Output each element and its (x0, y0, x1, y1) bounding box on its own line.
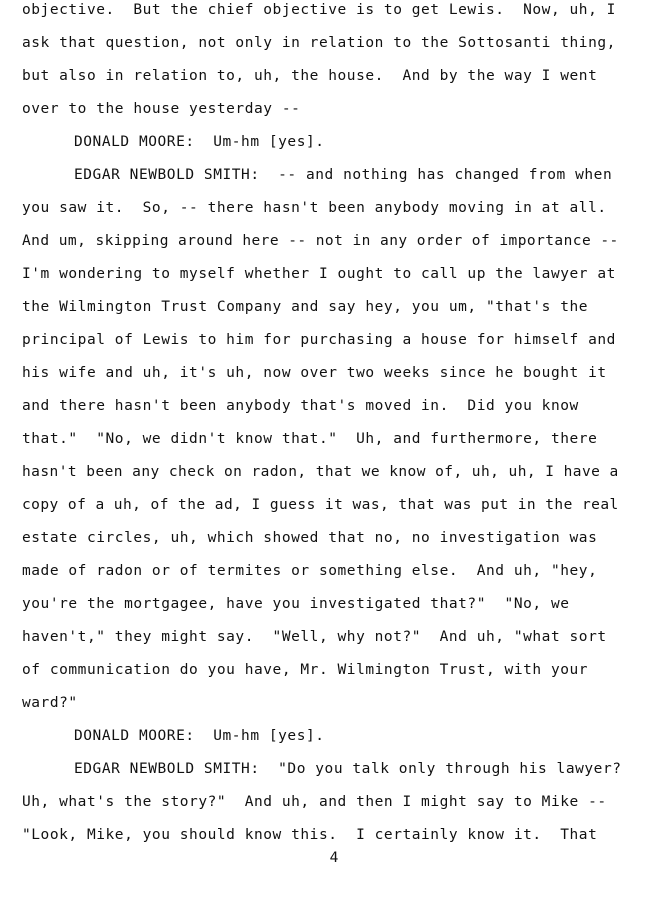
transcript-line: Uh, what's the story?" And uh, and then I might say to Mike -- (22, 794, 607, 810)
transcript-line: "Look, Mike, you should know this. I certainly know it. That (22, 827, 598, 843)
transcript-line: the Wilmington Trust Company and say hey, you um, "that's the (22, 299, 589, 315)
transcript-line: And um, skipping around here -- not in any order of importance -- (22, 233, 619, 249)
transcript-line: estate circles, uh, which showed that no, no investigation was (22, 530, 598, 546)
transcript-line: you saw it. So, -- there hasn't been anybody moving in at all. (22, 200, 607, 216)
speaker-line: EDGAR NEWBOLD SMITH: "Do you talk only through his lawyer? (74, 761, 622, 777)
transcript-line: I'm wondering to myself whether I ought to call up the lawyer at (22, 266, 616, 282)
transcript-line: hasn't been any check on radon, that we know of, uh, uh, I have a (22, 464, 619, 480)
speaker-line: DONALD MOORE: Um-hm [yes]. (74, 134, 325, 150)
transcript-line: his wife and uh, it's uh, now over two weeks since he bought it (22, 365, 607, 381)
transcript-line: and there hasn't been anybody that's moved in. Did you know (22, 398, 579, 414)
transcript-line: that." "No, we didn't know that." Uh, and furthermore, there (22, 431, 598, 447)
transcript-line: principal of Lewis to him for purchasing a house for himself and (22, 332, 616, 348)
speaker-line: EDGAR NEWBOLD SMITH: -- and nothing has changed from when (74, 167, 613, 183)
transcript-line: haven't," they might say. "Well, why not?" And uh, "what sort (22, 629, 607, 645)
transcript-line: of communication do you have, Mr. Wilmington Trust, with your (22, 662, 589, 678)
transcript-line: copy of a uh, of the ad, I guess it was, that was put in the real (22, 497, 619, 513)
transcript-line: objective. But the chief objective is to get Lewis. Now, uh, I (22, 2, 616, 18)
transcript-line: ask that question, not only in relation to the Sottosanti thing, (22, 35, 616, 51)
transcript-line: made of radon or of termites or something else. And uh, "hey, (22, 563, 598, 579)
transcript-line: ward?" (22, 695, 78, 711)
page-number: 4 (329, 850, 339, 866)
transcript-line: over to the house yesterday -- (22, 101, 301, 117)
transcript-line: you're the mortgagee, have you investigated that?" "No, we (22, 596, 570, 612)
transcript-line: but also in relation to, uh, the house. And by the way I went (22, 68, 598, 84)
speaker-line: DONALD MOORE: Um-hm [yes]. (74, 728, 325, 744)
